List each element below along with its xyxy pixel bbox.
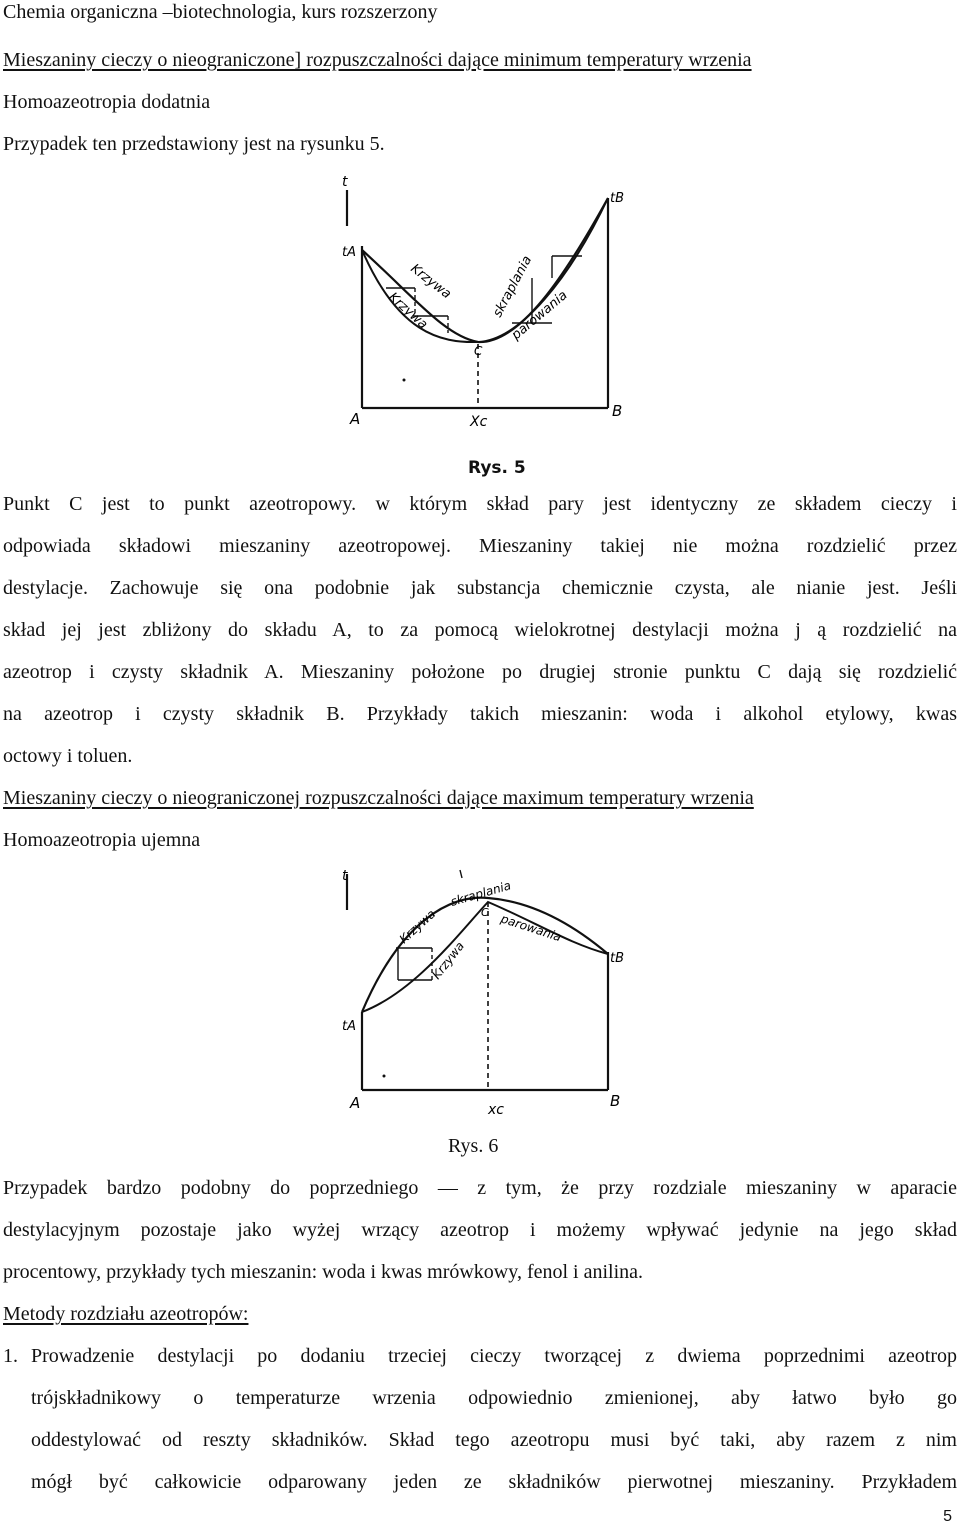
fig6-curve-label-top-left: Krzywa [396,906,439,947]
fig5-axis-t-label: t [342,174,348,190]
fig5-curve-label-1: Krzywa [407,261,454,303]
fig6-axis-t-label: t [342,868,348,884]
list-item-line: mógł być całkowicie odparowany jeden ze składników pierwotnej mieszaniny. Przykładem [31,1471,957,1493]
page-number: 5 [943,1508,952,1525]
paragraph-1-line: azeotrop i czysty składnik A. Mieszaniny położone po drugiej stronie punktu C dają się rozdzielić [3,661,957,683]
fig6-condensation-label: skraplania [448,878,513,909]
paragraph-1-line: octowy i toluen. [3,745,133,767]
section-title-minimum-boiling: Mieszaniny cieczy o nieograniczone] rozpuszczalności dające minimum temperatury wrzenia [3,49,752,71]
paragraph-1-line: Punkt C jest to punkt azeotropowy. w którym skład pary jest identyczny ze składem cieczy i [3,493,957,515]
list-item-line: Prowadzenie destylacji po dodaniu trzeciej cieczy tworzącej z dwiema poprzednimi azeotrop [31,1345,957,1367]
fig6-curve-label-bottom: Krzywa [429,939,468,982]
fig6-evaporation-label: parowania [499,911,564,945]
paragraph-2-line: procentowy, przykłady tych mieszanin: woda i kwas mrówkowy, fenol i anilina. [3,1261,644,1283]
paragraph-1-line: odpowiada składowi mieszaniny azeotropowej. Mieszaniny takiej nie można rozdzielić przez [3,535,957,557]
fig5-xc-label: Xc [470,414,488,430]
fig6-tb-label: tB [610,951,625,966]
paragraph-1-line: na azeotrop i czysty składnik B. Przykłady takich mieszanin: woda i alkohol etylowy, kwas [3,703,957,725]
figure-6-caption: Rys. 6 [448,1135,499,1157]
list-item-number: 1. [3,1345,18,1367]
paragraph-2-line: Przypadek bardzo podobny do poprzedniego — z tym, że przy rozdziale mieszaniny w aparacie [3,1177,957,1199]
fig6-ta-label: tA [342,1019,356,1034]
figure-intro-text: Przypadek ten przedstawiony jest na rysunku 5. [3,133,385,155]
fig5-evaporation-label: parowania [508,287,571,344]
section-subtitle-negative-azeotropy: Homoazeotropia ujemna [3,829,201,851]
section-subtitle-positive-azeotropy: Homoazeotropia dodatnia [3,91,211,113]
fig6-b-label: B [610,1092,621,1110]
paragraph-1-line: skład jej jest zbliżony do składu A, to za pomocą wielokrotnej destylacji można j ą rozdzielić na [3,619,957,641]
fig5-tb-label: tB [610,191,625,206]
page-header: Chemia organiczna –biotechnologia, kurs rozszerzony [3,1,438,23]
figure-6-phase-diagram [320,862,640,1124]
fig5-c-label: C [474,344,483,358]
paragraph-2-line: destylacyjnym pozostaje jako wyżej wrzący azeotrop i możemy wpływać jedynie na jego skład [3,1219,957,1241]
list-item-line: oddestylować od reszty składników. Skład tego azeotropu musi być taki, aby razem z nim [31,1429,957,1451]
fig5-condensation-label: skraplania [490,253,536,320]
fig5-ta-label: tA [342,245,356,260]
fig6-c-label: C [481,906,489,919]
section-title-maximum-boiling: Mieszaniny cieczy o nieograniczonej rozpuszczalności dające maximum temperatury wrzenia [3,787,754,809]
figure-5-phase-diagram [320,168,640,438]
fig6-a-label: A [350,1094,361,1112]
fig5-a-label: A [350,410,361,428]
figure-5-caption: Rys. 5 [468,458,526,478]
fig5-curve-label-2: Krzywa [385,289,431,333]
section-title-separation-methods: Metody rozdziału azeotropów: [3,1303,249,1325]
fig5-b-label: B [612,402,623,420]
paragraph-1-line: destylacje. Zachowuje się ona podobnie jak substancja chemicznie czysta, ale nianie jest. Jeśli [3,577,957,599]
list-item-line: trójskładnikowy o temperaturze wrzenia odpowiednio zmienionej, aby łatwo było go [31,1387,957,1409]
fig6-xc-label: xc [488,1102,504,1118]
